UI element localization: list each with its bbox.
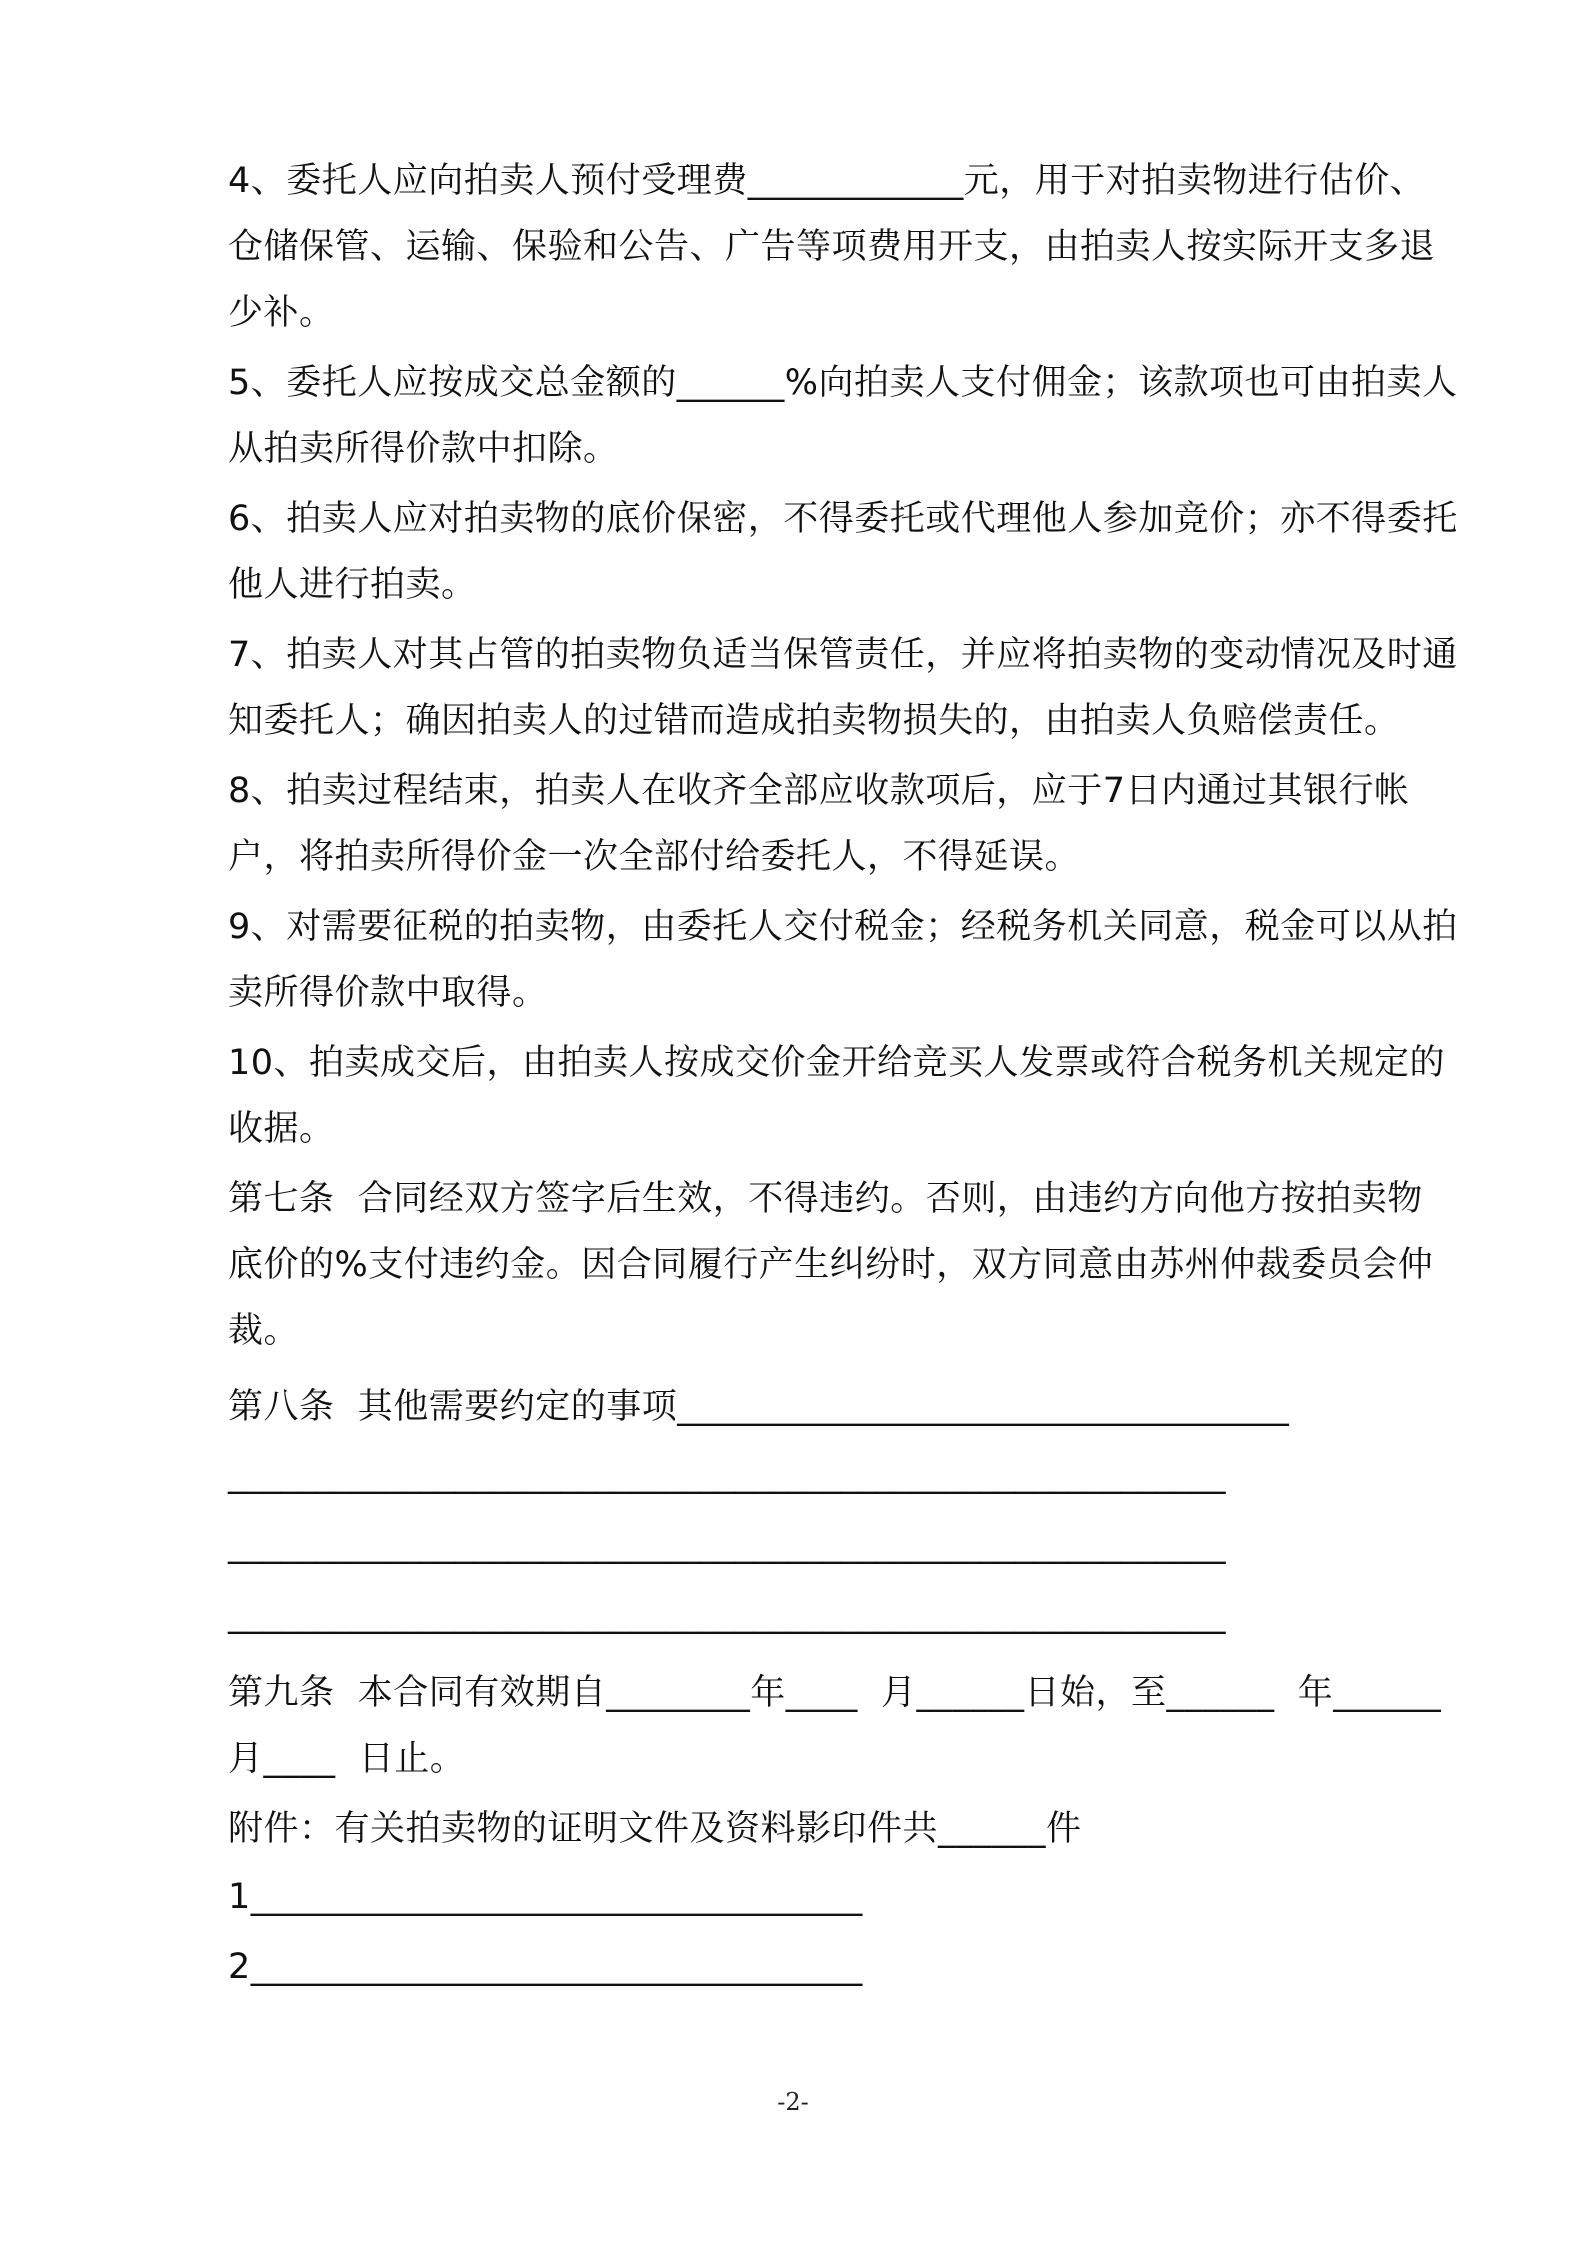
- clause-6: 6、拍卖人应对拍卖物的底价保密，不得委托或代理他人参加竞价；亦不得委托他人进行拍卖。: [228, 499, 1458, 605]
- clause-5: 5、委托人应按成交总金额的______%向拍卖人支付佣金；该款项也可由拍卖人从拍卖所得价款中扣除。: [228, 363, 1458, 469]
- clause-10: 10、拍卖成交后，由拍卖人按成交价金开给竞买人发票或符合税务机关规定的收据。: [228, 1043, 1446, 1149]
- article-8: 第八条 其他需要约定的事项__________________________________: [228, 1387, 1290, 1427]
- article-9: 第九条 本合同有效期自________年____ 月______日始，至______ 年______月____ 日止。: [228, 1673, 1442, 1779]
- clause-4: 4、委托人应向拍卖人预付受理费____________元，用于对拍卖物进行估价、仓储保管、运输、保验和公告、广告等项费用开支，由拍卖人按实际开支多退少补。: [228, 161, 1436, 333]
- article-7: 第七条 合同经双方签字后生效，不得违约。否则，由违约方向他方按拍卖物底价的%支付违约金。因合同履行产生纠纷时，双方同意由苏州仲裁委员会仲裁。: [228, 1179, 1434, 1351]
- clause-9: 9、对需要征税的拍卖物，由委托人交付税金；经税务机关同意，税金可以从拍卖所得价款中取得。: [228, 907, 1458, 1013]
- clause-7: 7、拍卖人对其占管的拍卖物负适当保管责任，并应将拍卖物的变动情况及时通知委托人；确因拍卖人的过错而造成拍卖物损失的，由拍卖人负赔偿责任。: [228, 635, 1458, 741]
- attachment-item-2: 2__________________________________: [228, 1947, 863, 1987]
- contract-body: [228, 148, 1458, 2002]
- fill-in-line: _________________________________________________________: [228, 1525, 1226, 1565]
- attachment-item-1: 1__________________________________: [228, 1877, 863, 1917]
- fill-in-line: _________________________________________________________: [228, 1595, 1226, 1635]
- page-number: -2-: [777, 2088, 809, 2116]
- clause-8: 8、拍卖过程结束，拍卖人在收齐全部应收款项后，应于7日内通过其银行帐户，将拍卖所得价金一次全部付给委托人，不得延误。: [228, 771, 1410, 877]
- attachment-label: 附件：有关拍卖物的证明文件及资料影印件共______件: [228, 1809, 1082, 1849]
- fill-in-line: _________________________________________________________: [228, 1455, 1226, 1495]
